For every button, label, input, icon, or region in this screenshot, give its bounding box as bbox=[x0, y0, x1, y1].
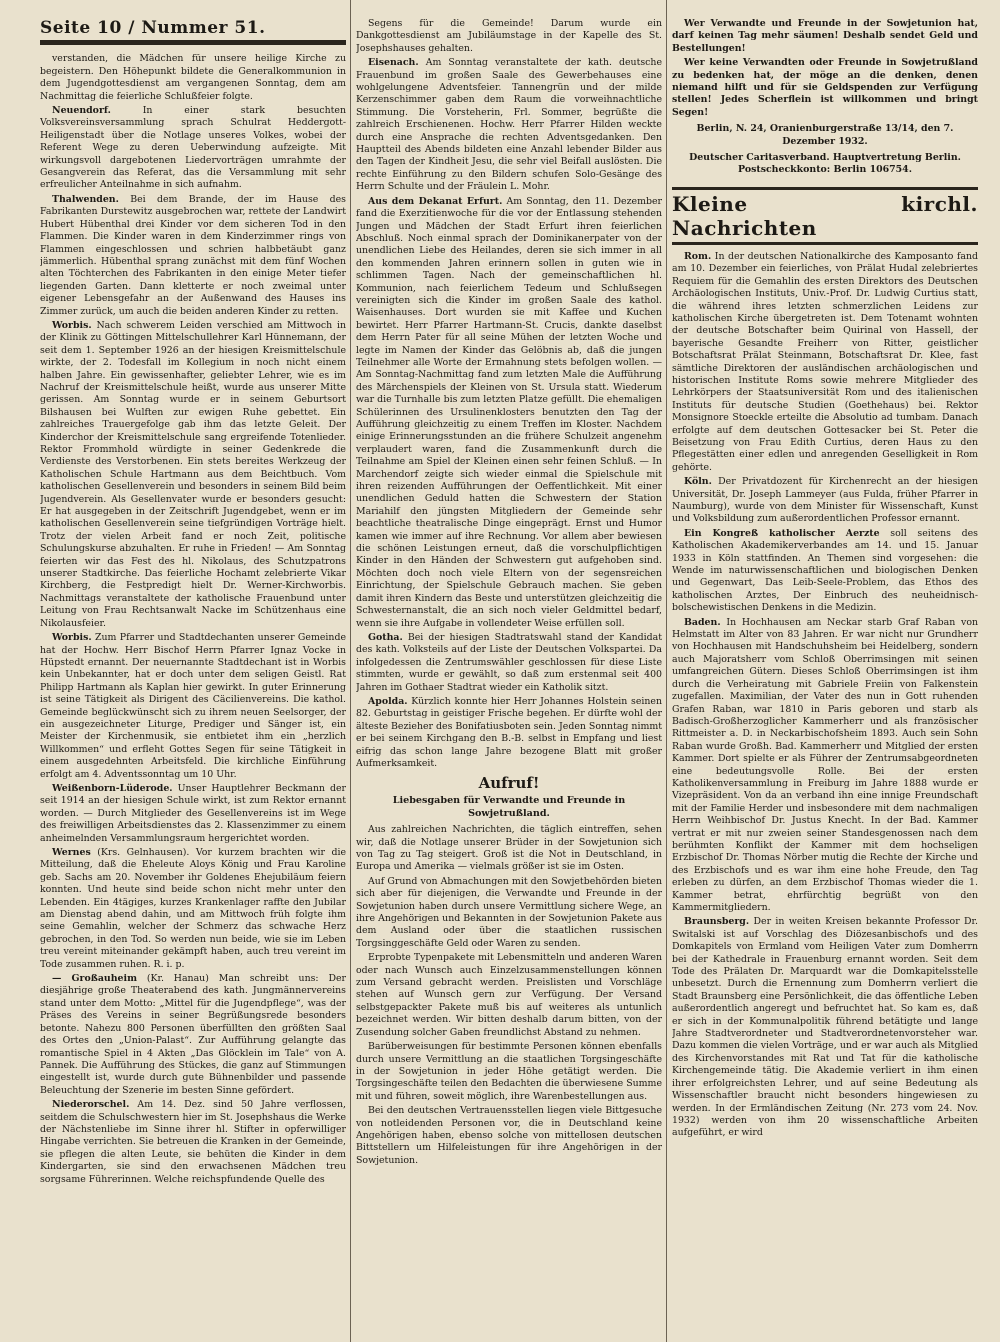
address-line: Berlin, N. 24, Oranienburgerstraße 13/14, den 7. Dezember 1932. bbox=[696, 123, 954, 147]
article-text: Zum Pfarrer und Stadtdechanten unserer Gemeinde hat der Hochw. Herr Bischof Herrn Pfarrer Ignaz Vocke in Hüpstedt ernannt. Der neuernannte Stadtdechant ist in Worbis kein Unbekannter, hat er doch unter dem seligen Geistl. Rat Philipp Hartmann als Kaplan hier gewirkt. In guter Erinnerung ist seine Tätigkeit als Dirigent des Cäcilienvereins. Die kathol. Gemeinde beglückwünscht sich zu ihrem neuen Seelsorger, der ein ausgezeichneter Liturge, Prediger und Sänger ist, ein Meister der Kirchenmusik, sie entbietet ihm ein „herzlich Willkommen“ und erfleht Gottes Segen für seine Tätigkeit in einem ausgedehnten Arbeitsfeld. Die kirchliche Einführung erfolgt am 4. Adventssonntag um 10 Uhr. bbox=[40, 632, 346, 780]
column-1 bbox=[40, 18, 346, 1332]
dateline: Köln. bbox=[684, 476, 712, 488]
article-text: In einer stark besuchten Volksvereinsversammlung sprach Schulrat Heddergott-Heiligenstadt über die Notlage unseres Volkes, wobei der Referent Wege zu deren Ueberwindung aufzeigte. Mit wirkungsvoll dargebotenen Liedervorträgen umrahmte der Gesangverein das Referat, das die Versammlung mit sehr erfreulicher Anteilnahme in sich aufnahm. bbox=[40, 105, 346, 191]
article-text: (Kr. Hanau) Man schreibt uns: Der diesjährige große Theaterabend des kath. Jungmännervereins stand unter dem Motto: „Mittel für die Jugendpflege“, was der Präses des Vereins in seiner Begrüßungsrede besonders betonte. Nahezu 800 Personen überfüllten den größten Saal des Ortes den „Union-Palast“. Zur Aufführung gelangte das romantische Spiel in 4 Akten „Das Glöcklein im Tale“ von A. Pannek. Die Aufführung des Stückes, die ganz auf Stimmungen eingestellt ist, wurde durch gute Bühnenbilder und passende Beleuchtung der Szenerie im besten Sinne gefördert. bbox=[40, 973, 346, 1096]
article-text: Nach schwerem Leiden verschied am Mittwoch in der Klinik zu Göttingen Mittelschullehrer Karl Hünnemann, der seit dem 1. September 1926 an der hiesigen Kreismittelschule wirkte, der 2. Todesfall im Kollegium in noch nicht einem halben Jahre. Ein gewissenhafter, geliebter Lehrer, wie es im Nachruf der Kreismittelschule heißt, wurde aus unserer Mitte gerissen. Am Sonntag wurde er in seinem Geburtsort Bilshausen bei Wulften zur ewigen Ruhe gebettet. Ein zahlreiches Trauergefolge gab ihm das letzte Geleit. Der Kinderchor der Kreismittelschule sang ergreifende Totenlieder. Rektor Frommhold würdigte in seiner Gedenkrede die Verdienste des Verstorbenen. Ein stets bereites Werkzeug der Katholischen Schule Hartmann aus dem Beichtbuch. Vom katholischen Gesellenverein und besonders in seinem Bild beim Jugendverein. Als Gesellenvater wurde er besonders gesucht: Er hat ausgegeben in der Zeitschrift Jugendgebet, wenn er im katholischen Gesellenverein seine tiefgründigen Vorträge hielt. Trotz der vielen Arbeit fand er noch Zeit, politische Schulungskurse abzuhalten. Er ruhe in Frieden! — Am Sonntag feierten wir das Fest des hl. Nikolaus, des Schutzpatrons unserer Stadtkirche. Das feierliche Hochamt zelebrierte Vikar Kirchberg, die Festpredigt hielt Dr. Werner-Kirchworbis. Nachmittags veranstaltete der katholische Frauenbund unter Leitung von Frau Rechtsanwalt Nacke im Schützenhaus eine Nikolausfeier. bbox=[40, 319, 346, 629]
article-text: soll seitens des Katholischen Akademikerverbandes am 14. und 15. Januar 1933 in Köln stattfinden. An Themen sind vorgesehen: die Wende im naturwissenschaftlichen und biologischen Denken und Gegenwart, Das Leib-Seele-Problem, das Ethos des katholischen Arztes, Der Einbruch des neuheidnisch-bolschewistischen Denkens in die Medizin. bbox=[672, 527, 978, 614]
article-text: Bei der hiesigen Stadtratswahl stand der Kandidat des kath. Volksteils auf der Liste der Deutschen Volkspartei. Da infolgedessen die Zentrumswähler geschlossen für diese Liste stimmten, wurde er gewählt, so daß zum erstenmal seit 400 Jahren im Gothaer Stadtrat wieder ein Katholik sitzt. bbox=[356, 631, 662, 693]
dateline: — Großauheim bbox=[52, 973, 137, 985]
article-text: Kürzlich konnte hier Herr Johannes Holstein seinen 82. Geburtstag in geistiger Frische begehen. Er dürfte wohl der älteste Bezieher des Bonifatiusboten sein. Jeden Sonntag nimmt er bei seinem Kirchgang den B.-B. selbst in Empfang und liest eifrig das schon lange Jahre bezogene Blatt mit großer Aufmerksamkeit. bbox=[356, 695, 662, 769]
article-paragraph: Barüberweisungen für bestimmte Personen können ebenfalls durch unsere Vermittlung an die staatlichen Torgsingeschäfte in der Sowjetunion in jeder Höhe getätigt werden. Die Torgsingeschäfte teilen den Bedachten die überwiesene Summe mit und führen, soweit möglich, ihre Warenbestellungen aus. bbox=[356, 1041, 662, 1102]
dateline: Weißenborn-Lüderode. bbox=[52, 782, 173, 794]
article-text: In Hochhausen am Neckar starb Graf Raban von Helmstatt im Alter von 83 Jahren. Er war nicht nur Grundherr von Hochhausen mit Handschuhsheim bei Heidelberg, sondern auch Majoratsherr vom Schloß Oberrimsingen mit seinen umfangreichen Gütern. Dieses Schloß Oberrimsingen ist ihm durch die Verheiratung mit Gabriele Freiin von Falkenstein zugefallen. Maximilian, der Vater des nun in Gott ruhenden Grafen Raban, war 1810 in Paris geboren und starb als Badisch-Großherzoglicher Kammerherr und als französischer Rittmeister a. D. in Neckarbischofsheim 1893. Auch sein Sohn Raban wurde Großh. Bad. Kammerherr und Mitglied der ersten Kammer. Dort spielte er als Führer der Zentrumsabgeordneten eine bedeutungsvolle Rolle. Bei der ersten Katholikenversammlung in Freiburg im Jahre 1888 wurde er Vizepräsident. Von da an verband ihn eine innige Freundschaft mit der Familie Herder und insbesondere mit dem nachmaligen Herrn Weihbischof Dr. Justus Knecht. In der Bad. Kammer vertrat er mit nur zweien seiner Standesgenossen nach dem berühmten Konflikt der Kammer mit dem hochseligen Erzbischof Dr. Thomas Nörber mutig die Rechte der Kirche und des Erzbischofs und es war ihm eine hohe Freude, den Tag erleben zu dürfen, an dem Erzbischof Thomas wieder die 1. Kammer betrat, ehrfürchtig begrüßt von den Kammermitgliedern. bbox=[672, 616, 978, 913]
article-paragraph bbox=[40, 632, 346, 781]
dateline: Niederorschel. bbox=[52, 1099, 130, 1111]
dateline: Braunsberg. bbox=[684, 916, 750, 928]
article-paragraph: Aus zahlreichen Nachrichten, die täglich eintreffen, sehen wir, daß die Notlage unserer Brüder in der Sowjetunion sich von Tag zu Tag steigert. Groß ist die Not in Deutschland, in Europa und Amerika — vielmals größer ist sie im Osten. bbox=[356, 824, 662, 873]
column-divider bbox=[350, 0, 351, 1342]
article-paragraph bbox=[356, 57, 662, 193]
aufruf-heading: Aufruf! bbox=[478, 774, 540, 793]
article-paragraph bbox=[672, 476, 978, 526]
article-paragraph bbox=[356, 696, 662, 770]
article-paragraph bbox=[356, 196, 662, 630]
dateline: Neuendorf. bbox=[52, 105, 111, 117]
article-paragraph: verstanden, die Mädchen für unsere heilige Kirche zu begeistern. Den Höhepunkt bildete die Generalkommunion in dem Jugendgottesdienst am vergangenen Sonntag, dem am Nachmittag die feierliche Schlußfeier folgte. bbox=[40, 53, 346, 102]
dateline: Thalwenden. bbox=[52, 193, 119, 205]
article-paragraph bbox=[40, 105, 346, 192]
article-paragraph bbox=[40, 194, 346, 318]
article-text: Am 14. Dez. sind 50 Jahre verflossen, seitdem die Schulschwestern hier im St. Josephshaus die Werke der Nächstenliebe im Sinne ihrer hl. Stifter in opferwilliger Hingabe verrichten. Sie betreuen die Kranken in der Gemeinde, sie pflegen die alten Leute, sie behüten die Kinder in dem Kindergarten, sie sind den erwachsenen Mädchen treu sorgsame Führerinnen. Welche reichspfundende Quelle des bbox=[40, 1099, 346, 1185]
article-paragraph: Erprobte Typenpakete mit Lebensmitteln und anderen Waren oder nach Wunsch auch Einzelzusammenstellungen können zum Versand gebracht werden. Preislisten und Vorschläge stehen auf Wunsch gern zur Verfügung. Der Versand selbstgepackter Pakete muß bis auf weiteres als untunlich bezeichnet werden. Wir bitten deshalb darum bitten, von der Zusendung solcher Gaben freundlichst Abstand zu nehmen. bbox=[356, 952, 662, 1038]
column-2 bbox=[356, 18, 662, 1332]
dateline: Ein Kongreß katholischer Aerzte bbox=[684, 527, 880, 539]
article-paragraph: Wer Verwandte und Freunde in der Sowjetunion hat, darf keinen Tag mehr säumen! Deshalb sendet Geld und Bestellungen! bbox=[672, 18, 978, 54]
dateline: Baden. bbox=[684, 616, 721, 628]
article-text: Der in weiten Kreisen bekannte Professor Dr. Switalski ist auf Vorschlag des Diözesanbischofs und des Domkapitels von Ermland vom Heiligen Vater zum Domherrn bei der Kathedrale in Frauenburg ernannt worden. Seit dem Tode des Prälaten Dr. Marquardt war die Domkapitelsstelle unbesetzt. Durch die Ernennung zum Domherrn verliert die Stadt Braunsberg eine Persönlichkeit, die das öffentliche Leben außerordentlich angeregt und befruchtet hat. So kam es, daß er sich in der Kommunalpolitik führend betätigte und lange Jahre Stadtverordneter und Stadtverordnetenvorsteher war. Dazu kommen die vielen Vorträge, und er war auch als Mitglied des Kirchenvorstandes mit Rat und Tat für die katholische Kirchengemeinde tätig. Die Akademie verliert in ihm einen ihrer erfolgreichsten Lehrer, und auf seine Bedeutung als Wissenschaftler braucht nicht besonders hingewiesen zu werden. In der Ermländischen Zeitung (Nr. 273 vom 24. Nov. 1932) werden von ihm 20 wissenschaftliche Arbeiten aufgeführt, er wird bbox=[672, 916, 978, 1139]
dateline: Apolda. bbox=[368, 695, 408, 707]
article-paragraph bbox=[356, 632, 662, 694]
header-rule bbox=[40, 40, 346, 45]
article-text: Unser Hauptlehrer Beckmann der seit 1914 an der hiesigen Schule wirkt, ist zum Rektor ernannt worden. — Durch Mitglieder des Gesellenvereins ist im Wege des freiwilligen Arbeitsdienstes das 2. Klassenzimmer zu einem anheimelnden Versammlungsraum hergerichtet worden. bbox=[40, 782, 346, 844]
column-divider bbox=[666, 0, 667, 1342]
article-paragraph bbox=[40, 783, 346, 845]
article-text: Am Sonntag veranstaltete der kath. deutsche Frauenbund im großen Saale des Gewerbehauses eine wohlgelungene Adventsfeier. Tannengrün und der milde Kerzenschimmer gaben dem Raum die vorweihnachtliche Stimmung. Die Vorsteherin, Frl. Sommer, begrüßte die zahlreich Erschienenen. Hochw. Herr Pfarrer Hilden weckte durch eine Ansprache die rechten Adventsgedanken. Den Hauptteil des Abends bildeten eine Anzahl lebender Bilder aus den Tagen der Kindheit Jesu, die sehr viel Beifall auslösten. Die rechte Einführung zu den Bildern schufen Solo-Gesänge des Herrn Schulte und der Fräulein L. Mohr. bbox=[356, 57, 662, 193]
dateline: Worbis. bbox=[52, 319, 92, 331]
article-text: Am Sonntag, den 11. Dezember fand die Exerzitienwoche für die vor der Entlassung stehenden Jungen und Mädchen der Stadt Erfurt ihren feierlichen Abschluß. Noch einmal sprach der Dominikanerpater von der unendlichen Liebe des Heilandes, deren sie sich immer in all den kommenden Jahren erinnern sollen in guten wie in schlimmen Tagen. Nach der gemeinschaftlichen hl. Kommunion, nach feierlichem Tedeum und Schlußsegen vereinigten sich die Kinder im großen Saale des kathol. Waisenhauses. Dort wurden sie mit Kaffee und Kuchen bewirtet. Herr Pfarrer Hartmann-St. Crucis, dankte daselbst dem Herrn Pater für all seine Mühen der letzten Woche und legte im Namen der Kinder das Gelöbnis ab, daß die jungen Teilnehmer alle Worte der Ermahnung stets befolgen wollen. — Am Sonntag-Nachmittag fand zum letzten Male die Aufführung des Märchenspiels der Kleinen von St. Ursula statt. Wiederum war die Turnhalle bis zum letzten Platze gefüllt. Die ehemaligen Schülerinnen des Ursulinenklosters benutzten den Tag der Aufführung gleichzeitig zu einem Treffen im Kloster. Nachdem einige Erinnerungsstunden an die frühere Schulzeit angenehm verplaudert waren, fand die Zusammenkunft durch die Teilnahme am Spiel der Kleinen einen sehr feinen Schluß. — In Marchendorf zeigte sich wieder einmal die Spielschule mit ihren reizenden Aufführungen der Oeffentlichkeit. Mit einer unendlichen Geduld hatten die Schwestern der Station Mariahilf den jüngsten Mitgliedern der Gemeinde sehr beachtliche theatralische Dinge eingeprägt. Ernst und Humor kamen wie immer auf ihre Rechnung. Vor allem aber bewiesen die schönen Leistungen erneut, daß die vorschulpflichtigen Kinder in den Händen der Schwestern gut aufgehoben sind. Möchten doch noch viele Eltern von der segensreichen Einrichtung, der Spielschule Gebrauch machen. Sie geben damit ihren Kindern das Beste und unterstützen gleichzeitig die Schwesternanstalt, die an sich noch vieler Geldmittel bedarf, wenn sie ihre Aufgabe in vollendeter Weise erfüllen soll. bbox=[356, 195, 662, 629]
page-number-header: Seite 10 / Nummer 51. bbox=[40, 18, 266, 38]
article-paragraph: Wer keine Verwandten oder Freunde in Sowjetrußland zu bedenken hat, der möge an die denken, denen niemand hilft und für sie Geldspenden zur Verfügung stellen! Jedes Scherflein ist willkommen und bringt Segen! bbox=[672, 57, 978, 118]
article-paragraph bbox=[40, 320, 346, 630]
section-heading: Kleine kirchl. Nachrichten bbox=[672, 187, 978, 245]
article-paragraph: Auf Grund von Abmachungen mit den Sowjetbehörden bieten sich aber für diejenigen, die Verwandte und Freunde in der Sowjetunion haben durch unsere Vermittlung sichere Wege, an ihre Angehörigen und Bekannten in der Sowjetunion Pakete aus dem Ausland oder über die staatlichen russischen Torgsinggeschäfte Geld oder Waren zu senden. bbox=[356, 875, 662, 949]
dateline: Eisenach. bbox=[368, 57, 419, 69]
article-paragraph bbox=[672, 528, 978, 615]
article-paragraph bbox=[40, 847, 346, 971]
article-text: In der deutschen Nationalkirche des Kamposanto fand am 10. Dezember ein feierliches, von Prälat Hudal zelebriertes Requiem für die Gemahlin des ersten Direktors des Deutschen Archäologischen Instituts, Univ.-Prof. Dr. Ludwig Curtius statt, die während ihres letzten schmerzlichen Leidens zur katholischen Kirche übergetreten ist. Dem Totenamt wohnten der deutsche Botschafter beim Quirinal von Hassell, der bayerische Gesandte Freiherr von Ritter, geistlicher Botschaftsrat Prälat Steinmann, Botschaftsrat Dr. Klee, fast sämtliche Direktoren der ausländischen archäologischen und historischen Institute Roms sowie mehrere Mitglieder des Lehrkörpers der Staatsuniversität Rom und des italienischen Instituts für deutsche Studien (Goethehaus) bei. Rektor Monsignore Stoeckle erteilte die Absolutio ad tumbam. Danach erfolgte auf dem deutschen Gottesacker bei St. Peter die Beisetzung von Frau Edith Curtius, deren Haus zu den Pflegestätten einer edlen und anregenden Geselligkeit in Rom gehörte. bbox=[672, 250, 978, 473]
organization-line: Deutscher Caritasverband. Hauptvertretung Berlin. Postscheckkonto: Berlin 106754. bbox=[689, 152, 961, 176]
article-text: Der Privatdozent für Kirchenrecht an der hiesigen Universität, Dr. Joseph Lammeyer (aus Fulda, früher Pfarrer in Naumburg), wurde von dem Minister für Wissenschaft, Kunst und Volksbildung zum außerordentlichen Professor ernannt. bbox=[672, 476, 978, 525]
dateline: Rom. bbox=[684, 250, 712, 262]
article-paragraph bbox=[40, 973, 346, 1097]
article-text: Bei dem Brande, der im Hause des Fabrikanten Durstewitz ausgebrochen war, rettete der Landwirt Hubert Hübenthal drei Kinder vor dem sicheren Tod in den Flammen. Die Kinder waren in dem Kinderzimmer rings von Flammen eingeschlossen und schrien halbbetäubt ganz jämmerlich. Hübenthal sprang zunächst mit dem fünf Wochen alten Töchterchen des Fabrikanten in den einige Meter tiefer liegenden Garten. Dann kletterte er noch zweimal unter eigener Lebensgefahr an der Außenwand des Hauses ins Zimmer zurück, um auch die beiden anderen Kinder zu retten. bbox=[40, 193, 346, 317]
article-paragraph bbox=[672, 617, 978, 915]
article-paragraph: Segens für die Gemeinde! Darum wurde ein Dankgottesdienst am Jubiläumstage in der Kapelle des St. Josephshauses gehalten. bbox=[356, 18, 662, 54]
article-paragraph bbox=[40, 1099, 346, 1186]
dateline: Aus dem Dekanat Erfurt. bbox=[368, 195, 503, 207]
article-paragraph: Bei den deutschen Vertrauensstellen liegen viele Bittgesuche von notleidenden Personen vor, die in Deutschland keine Angehörigen haben, ebenso solche von mittellosen deutschen Bittstellern um Hilfeleistungen für ihre Angehörigen in der Sowjetunion. bbox=[356, 1105, 662, 1166]
article-paragraph bbox=[672, 916, 978, 1139]
article-text: (Krs. Gelnhausen). Vor kurzem brachten wir die Mitteilung, daß die Eheleute Aloys König und Frau Karoline geb. Sachs am 20. November ihr Goldenes Ehejubiläum feiern konnten. Und heute sind beide schon nicht mehr unter den Lebenden. Ein 4tägiges, kurzes Krankenlager raffte den Jubilar am Dienstag abend dahin, und am Mittwoch früh folgte ihm seine Gemahlin, welcher der Schmerz das schwache Herz gebrochen, in den Tod. So werden nun beide, wie sie im Leben treu vereint miteinander gekämpft haben, auch treu vereint im Tode zusammen ruhen. R. i. p. bbox=[40, 847, 346, 970]
aufruf-subheading: Liebesgaben für Verwandte und Freunde in Sowjetrußland. bbox=[392, 795, 626, 819]
article-paragraph bbox=[672, 251, 978, 474]
dateline: Worbis. bbox=[52, 632, 92, 644]
column-3 bbox=[672, 18, 978, 1332]
dateline: Gotha. bbox=[368, 631, 403, 643]
dateline: Wernes bbox=[52, 847, 91, 858]
